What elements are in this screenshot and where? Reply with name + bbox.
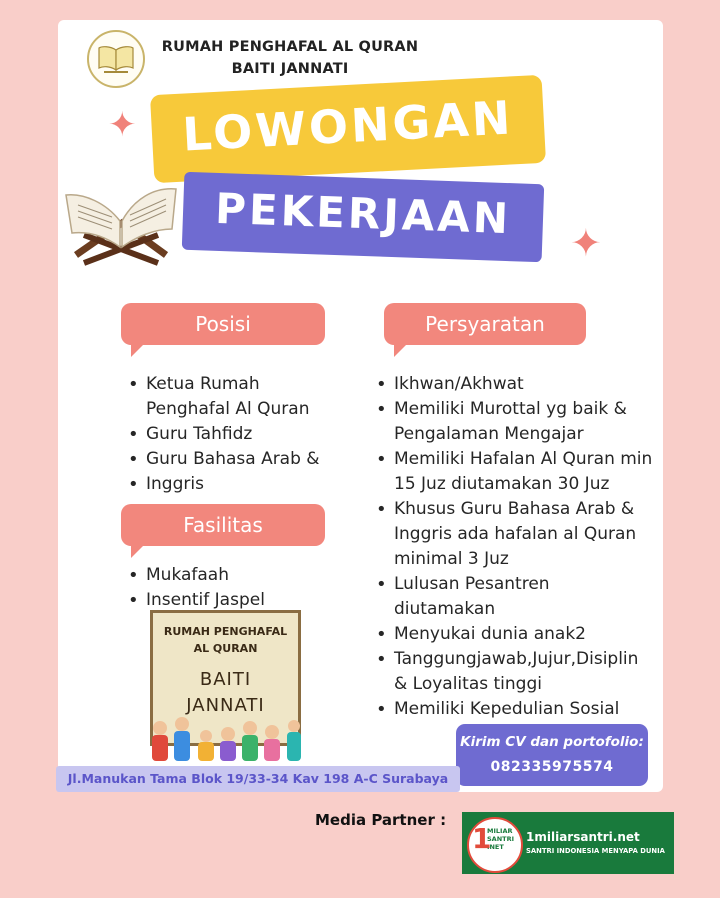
partner-badge-number: 1 [472,822,492,855]
headline-line2: PEKERJAAN [214,183,512,244]
contact-box [456,724,648,786]
media-partner-label: Media Partner : [315,811,447,829]
list-item: • Guru Tahfidz [128,422,358,447]
list-item: • Inggris [128,472,358,497]
headline-banner-purple [182,172,545,263]
partner-badge-line4: .NET [487,843,504,851]
list-item: • Menyukai dunia anak2 [376,622,666,647]
persyaratan-list [376,372,666,722]
logo [87,30,145,88]
posisi-label: Posisi [195,312,251,336]
signboard-title [153,623,298,657]
signboard-line2: AL QURAN [193,642,258,655]
list-item: • Insentif Jaspel [128,588,358,613]
quran-logo-icon [96,42,136,76]
list-item: • Ikhwan/Akhwat [376,372,666,397]
signboard-name1: BAITI [199,669,252,690]
signboard-name2: JANNATI [186,695,265,716]
organization-title-line1: RUMAH PENGHAFAL AL QURAN [161,39,419,55]
fasilitas-list [128,563,358,613]
list-item: • Ketua Rumah [128,372,358,397]
headline-line1: LOWONGAN [181,90,515,162]
sparkle-icon: ✦ [108,105,137,145]
media-partner-banner[interactable] [462,812,674,874]
list-item: • Memiliki Hafalan Al Quran min [376,447,666,472]
list-item: • Mukafaah [128,563,358,588]
partner-site: 1miliarsantri.net [526,830,640,844]
open-quran-icon [62,175,180,270]
signboard-line1: RUMAH PENGHAFAL [163,625,288,638]
sparkle-icon: ✦ [570,221,602,265]
list-item: • Guru Bahasa Arab & [128,447,358,472]
list-item: • Memiliki Murottal yg baik & [376,397,666,422]
list-item-continued: & Loyalitas tinggi [394,674,542,694]
partner-badge-line2: MILIAR [487,827,513,835]
contact-label: Kirim CV dan portofolio: [460,734,644,750]
list-item: • Tanggungjawab,Jujur,Disiplin [376,647,666,672]
persyaratan-heading [384,303,586,345]
partner-tagline: SANTRI INDONESIA MENYAPA DUNIA [526,847,665,855]
fasilitas-label: Fasilitas [183,513,263,537]
children-illustration-icon [146,712,306,764]
partner-badge-line3: SANTRI [487,835,515,843]
list-item-continued: diutamakan [394,599,496,619]
list-item: • Lulusan Pesantren [376,572,666,597]
list-item-continued: Inggris ada hafalan al Quran [394,524,637,544]
address-bar: Jl.Manukan Tama Blok 19/33-34 Kav 198 A-C Surabaya [56,766,460,792]
list-item: • Memiliki Kepedulian Sosial [376,697,666,722]
list-item-continued: Pengalaman Mengajar [394,424,584,444]
partner-logo-badge [467,817,523,873]
list-item: Penghafal Al Quran [146,399,310,419]
list-item-continued: minimal 3 Juz [394,549,509,569]
partner-badge-text [487,827,514,851]
posisi-list [128,372,358,497]
fasilitas-heading [121,504,325,546]
posisi-heading [121,303,325,345]
organization-title-line2: BAITI JANNATI [231,61,349,77]
list-item: • Khusus Guru Bahasa Arab & [376,497,666,522]
list-item-continued: 15 Juz diutamakan 30 Juz [394,474,610,494]
persyaratan-label: Persyaratan [425,312,545,336]
organization-title [150,36,430,80]
contact-phone[interactable]: 082335975574 [490,759,614,775]
